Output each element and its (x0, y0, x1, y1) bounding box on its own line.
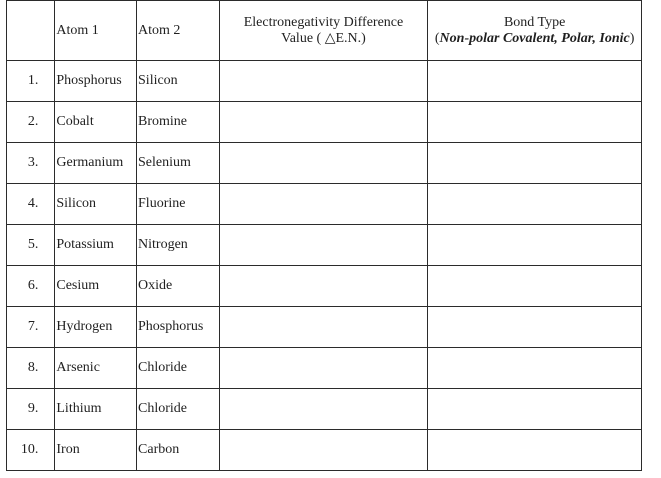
bond-type-cell[interactable] (428, 225, 642, 266)
atom-2-cell: Nitrogen (137, 225, 220, 266)
atom-1-cell: Phosphorus (55, 61, 137, 102)
en-value-cell[interactable] (219, 61, 428, 102)
table-row (7, 184, 642, 225)
atom-1-cell: Hydrogen (55, 307, 137, 348)
en-value-cell[interactable] (219, 143, 428, 184)
bond-type-cell[interactable] (428, 61, 642, 102)
atom-2-cell: Silicon (137, 61, 220, 102)
atom-2-cell: Selenium (137, 143, 220, 184)
table-row (7, 348, 642, 389)
bond-type-cell[interactable] (428, 389, 642, 430)
atom-1-cell: Lithium (55, 389, 137, 430)
bond-type-cell[interactable] (428, 184, 642, 225)
en-value-cell[interactable] (219, 184, 428, 225)
row-number: 5. (7, 225, 55, 266)
row-number: 2. (7, 102, 55, 143)
table-row (7, 143, 642, 184)
en-value-cell[interactable] (219, 348, 428, 389)
electronegativity-table (6, 0, 642, 471)
atom-2-cell: Bromine (137, 102, 220, 143)
table-row (7, 61, 642, 102)
header-bond-open-paren: ( (434, 30, 440, 46)
row-number: 6. (7, 266, 55, 307)
atom-1-cell: Silicon (55, 184, 137, 225)
atom-2-cell: Phosphorus (137, 307, 220, 348)
table-row (7, 430, 642, 471)
table-row (7, 307, 642, 348)
bond-type-cell[interactable] (428, 143, 642, 184)
header-bond-title: Bond Type (503, 14, 566, 30)
header-en-line-1: Electronegativity Difference (243, 14, 404, 30)
header-bond-options: Non-polar Covalent, Polar, Ionic (439, 30, 630, 46)
bond-type-cell[interactable] (428, 266, 642, 307)
en-value-cell[interactable] (219, 430, 428, 471)
header-atom-2: Atom 2 (137, 1, 220, 61)
header-bond-close-paren: ) (629, 30, 635, 46)
header-bond-type (428, 1, 642, 61)
header-en-difference (219, 1, 428, 61)
en-value-cell[interactable] (219, 225, 428, 266)
table-body (7, 61, 642, 471)
table-header-row (7, 1, 642, 61)
atom-2-cell: Chloride (137, 389, 220, 430)
atom-1-cell: Cobalt (55, 102, 137, 143)
bond-type-cell[interactable] (428, 430, 642, 471)
header-bond-options-line (428, 31, 641, 47)
atom-1-cell: Iron (55, 430, 137, 471)
en-value-cell[interactable] (219, 389, 428, 430)
table-row (7, 266, 642, 307)
atom-2-cell: Fluorine (137, 184, 220, 225)
table-row (7, 102, 642, 143)
en-value-cell[interactable] (219, 266, 428, 307)
bond-type-cell[interactable] (428, 102, 642, 143)
table-row (7, 225, 642, 266)
atom-1-cell: Arsenic (55, 348, 137, 389)
bond-type-cell[interactable] (428, 307, 642, 348)
atom-1-cell: Potassium (55, 225, 137, 266)
atom-2-cell: Oxide (137, 266, 220, 307)
row-number: 1. (7, 61, 55, 102)
atom-2-cell: Carbon (137, 430, 220, 471)
row-number: 7. (7, 307, 55, 348)
row-number: 10. (7, 430, 55, 471)
row-number: 8. (7, 348, 55, 389)
header-number (7, 1, 55, 61)
header-en-line-2: Value ( △E.N.) (281, 30, 366, 46)
row-number: 9. (7, 389, 55, 430)
atom-2-cell: Chloride (137, 348, 220, 389)
en-value-cell[interactable] (219, 102, 428, 143)
atom-1-cell: Germanium (55, 143, 137, 184)
table-row (7, 389, 642, 430)
header-atom-1: Atom 1 (55, 1, 137, 61)
row-number: 4. (7, 184, 55, 225)
atom-1-cell: Cesium (55, 266, 137, 307)
en-value-cell[interactable] (219, 307, 428, 348)
bond-type-cell[interactable] (428, 348, 642, 389)
row-number: 3. (7, 143, 55, 184)
